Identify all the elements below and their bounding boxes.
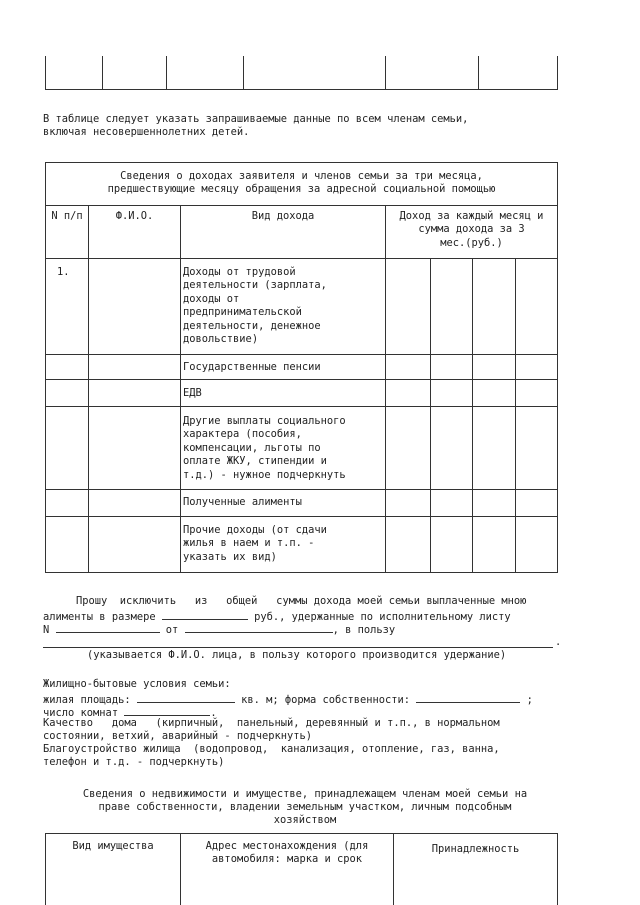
income-table-caption-2: предшествующие месяцу обращения за адресной социальной помощью — [107, 183, 496, 195]
alimony-line-4-end: . — [555, 636, 562, 648]
writ-date-field[interactable] — [185, 621, 333, 633]
property-caption-1: Сведения о недвижимости и имуществе, принадлежащем членам моей семьи на — [82, 788, 528, 800]
header-income-amount: Доход за каждый месяц и сумма дохода за 3 мес.(руб.) — [399, 210, 544, 249]
housing-amenity-1: Благоустройство жилища (водопровод, канализация, отопление, газ, ванна, — [43, 743, 500, 755]
row-2-type: Государственные пенсии — [183, 361, 321, 373]
alimony-recipient-field[interactable] — [43, 647, 553, 648]
housing-area-line: жилая площадь: кв. м; форма собственности: ; — [43, 691, 533, 707]
property-header-address: Адрес местонахождения (для автомобиля: марка и срок — [205, 840, 369, 866]
alimony-line-3: N от , в пользу — [43, 621, 395, 637]
housing-quality-2: состоянии, ветхий, аварийный - подчеркнуть) — [43, 730, 312, 742]
row-1-num: 1. — [57, 266, 70, 278]
alimony-hint: (указывается Ф.И.О. лица, в пользу которого производится удержание) — [87, 649, 507, 661]
property-caption-3: хозяйством — [273, 814, 337, 826]
intro-note-line-1: В таблице следует указать запрашиваемые данные по всем членам семьи, — [43, 113, 469, 125]
header-fio: Ф.И.О. — [115, 210, 154, 222]
rooms-count-field[interactable] — [124, 704, 210, 716]
row-3-type: ЕДВ — [183, 387, 202, 399]
row-5-type: Полученные алименты — [183, 496, 302, 508]
row-4-type: Другие выплаты социального характера (пособия, компенсации, льготы по оплате ЖКУ, стипендии и т.д.) - нужное подчеркнуть — [183, 415, 346, 481]
housing-rooms-line: число комнат . — [43, 704, 217, 720]
ownership-form-field[interactable] — [416, 691, 520, 703]
alimony-amount-field[interactable] — [162, 608, 248, 620]
housing-amenity-2: телефон и т.д. - подчеркнуть) — [43, 756, 225, 768]
living-area-field[interactable] — [137, 691, 235, 703]
property-caption-2: праве собственности, владении земельным участком, личным подсобным — [98, 801, 512, 813]
alimony-line-2: алименты в размере руб., удержанные по исполнительному листу — [43, 608, 511, 624]
row-1-type: Доходы от трудовой деятельности (зарплата, доходы от предпринимательской деятельности, денежное довольствие) — [183, 266, 327, 346]
alimony-line-1: Прошу исключить из общей суммы дохода моей семьи выплаченные мною — [76, 595, 527, 607]
housing-quality-1: Качество дома (кирпичный, панельный, деревянный и т.п., в нормальном — [43, 717, 500, 729]
header-num: N п/п — [51, 210, 83, 222]
housing-title: Жилищно-бытовые условия семьи: — [43, 678, 231, 690]
income-table-caption-1: Сведения о доходах заявителя и членов семьи за три месяца, — [120, 170, 483, 182]
writ-number-field[interactable] — [56, 621, 160, 633]
row-6-type: Прочие доходы (от сдачи жилья в наем и т.п. - указать их вид) — [183, 524, 327, 563]
intro-note-line-2: включая несовершеннолетних детей. — [43, 126, 250, 138]
property-header-owner: Принадлежность — [431, 843, 520, 855]
property-header-type: Вид имущества — [72, 840, 154, 852]
header-income-type: Вид дохода — [251, 210, 315, 222]
